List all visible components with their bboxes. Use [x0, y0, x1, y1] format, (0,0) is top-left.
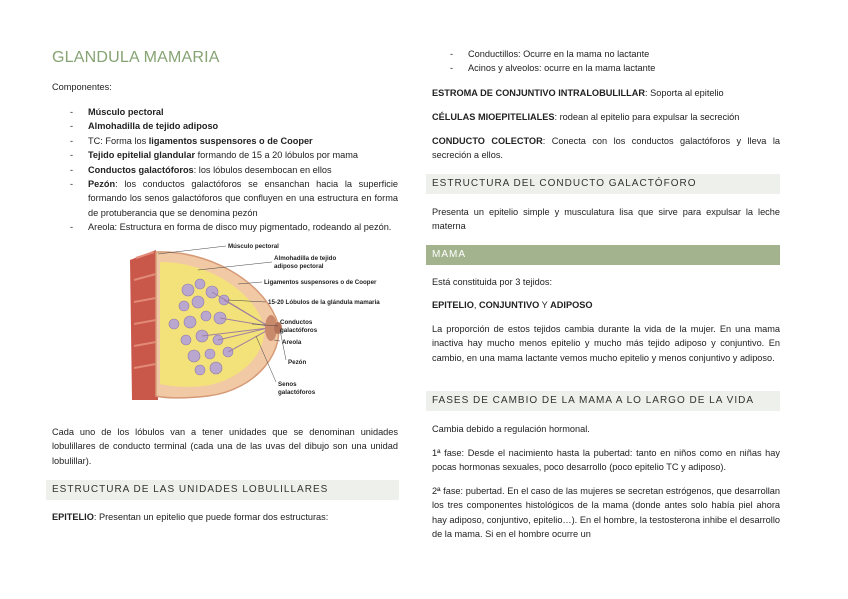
lobules-paragraph: Cada uno de los lóbulos van a tener unidades que se denominan unidades lobulillares de conducto terminal (cada una de las uvas del dibujo son una unidad lobulillar). [52, 427, 398, 466]
components-list [70, 105, 398, 235]
breast-anatomy-illustration [128, 240, 398, 405]
figure-label: Almohadilla de tejido [274, 255, 337, 262]
list-item: - Músculo pectoral [70, 105, 398, 119]
breast-anatomy-figure [128, 240, 398, 405]
epitelio-structures-list [450, 47, 780, 76]
figure-label: 15-20 Lóbulos de la glándula mamaria [268, 299, 380, 306]
proporcion-paragraph: La proporción de estos tejidos cambia durante la vida de la mujer. En una mama inactiva hay mucho menos epitelio y mucho más tejido adiposo y conjuntivo. En cambio, en una mama lactante vemos mucho epitelio y menos conjuntivo y adiposo. [432, 324, 780, 363]
tejidos-line: EPITELIO, CONJUNTIVO Y ADIPOSO [432, 300, 593, 310]
components-label: Componentes: [52, 82, 112, 92]
mioepiteliales-paragraph: CÉLULAS MIOEPITELIALES: rodean al epitelio para expulsar la secreción [432, 112, 740, 122]
list-item: - Tejido epitelial glandular formando de 15 a 20 lóbulos por mama [70, 148, 398, 162]
fase-1-paragraph: 1ª fase: Desde el nacimiento hasta la pubertad: tanto en niños como en niñas hay pocas hormonas sexuales, poco desarrollo (poco epitelio TC y adiposo). [432, 448, 780, 473]
figure-label: galactóforos [278, 389, 316, 396]
list-item: - Conductillos: Ocurre en la mama no lactante [450, 47, 780, 61]
figure-label: Ligamentos suspensores o de Cooper [264, 279, 377, 286]
figure-label: Conductos [280, 319, 313, 326]
figure-label: galactóforos [280, 327, 318, 334]
figure-label: Senos [278, 381, 297, 388]
epitelio-paragraph: EPITELIO: Presentan un epitelio que puede formar dos estructuras: [52, 512, 329, 522]
section-header-lobular: ESTRUCTURA DE LAS UNIDADES LOBULILLARES [46, 480, 399, 500]
list-item: - Almohadilla de tejido adiposo [70, 119, 398, 133]
list-item: - TC: Forma los ligamentos suspensores o de Cooper [70, 134, 398, 148]
colector-paragraph: CONDUCTO COLECTOR: Conecta con los conductos galactóforos y lleva la secreción a ellos. [432, 136, 780, 161]
list-item: - Conductos galactóforos: los lóbulos desembocan en ellos [70, 163, 398, 177]
mama-intro: Está constituida por 3 tejidos: [432, 277, 553, 287]
list-item: - Areola: Estructura en forma de disco muy pigmentado, rodeando al pezón. [70, 220, 398, 234]
list-item: - Pezón: los conductos galactóforos se ensanchan hacia la superficie formando los senos galactóforos que confluyen en una estructura en forma de protuberancia que se denomina pezón [70, 177, 398, 220]
list-item: - Acinos y alveolos: ocurre en la mama lactante [450, 61, 780, 75]
fase-2-paragraph: 2ª fase: pubertad. En el caso de las mujeres se secretan estrógenos, que desarrollan los tres componentes histológicos de la mama (donde antes solo había piel ahora hay adiposo, conjuntivo, epitelio…). En el hombre, la testosterona inhibe el desarrollo de la mama. Si en el hombre ocurre un [432, 486, 780, 540]
figure-label: adiposo pectoral [274, 263, 324, 270]
figure-label: Músculo pectoral [228, 243, 279, 250]
section-header-fases: FASES DE CAMBIO DE LA MAMA A LO LARGO DE LA VIDA [426, 391, 780, 411]
conducto-paragraph: Presenta un epitelio simple y musculatura lisa que sirve para expulsar la leche materna [432, 207, 780, 232]
fases-intro: Cambia debido a regulación hormonal. [432, 424, 590, 434]
section-header-mama: MAMA [426, 245, 780, 265]
estroma-paragraph: ESTROMA DE CONJUNTIVO INTRALOBULILLAR: Soporta al epitelio [432, 88, 724, 98]
figure-label: Areola [282, 339, 302, 346]
figure-label: Pezón [288, 359, 307, 366]
section-header-conducto: ESTRUCTURA DEL CONDUCTO GALACTÓFORO [426, 174, 780, 194]
page-title: GLANDULA MAMARIA [52, 49, 220, 66]
